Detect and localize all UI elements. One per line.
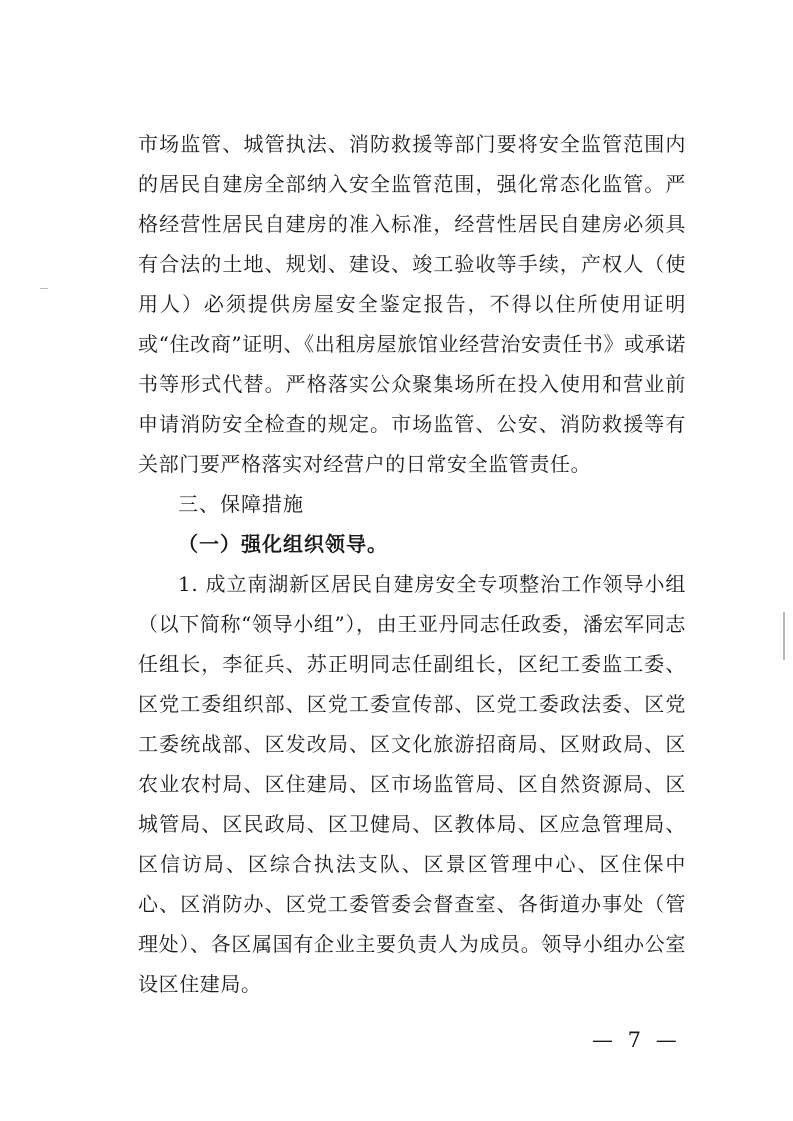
section-heading: 三、保障措施 <box>178 492 304 516</box>
document-body <box>138 124 686 1004</box>
scan-edge-mark <box>40 288 48 289</box>
paragraph-leading-group: 1. 成立南湖新区居民自建房安全专项整治工作领导小组（以下简称“领导小组”），由王亚丹同志任政委，潘宏军同志任组长，李征兵、苏正明同志任副组长，区纪工委监工委、区党工委组织部、区党工委宣传部、区党工委政法委、区党工委统战部、区发改局、区文化旅游招商局、区财政局、区农业农村局、区住建局、区市场监管局、区自然资源局、区城管局、区民政局、区卫健局、区教体局、区应急管理局、区信访局、区综合执法支队、区景区管理中心、区住保中心、区消防办、区党工委管委会督查室、各街道办事处（管理处）、各区属国有企业主要负责人为成员。领导小组办公室设区住建局。 <box>138 572 686 996</box>
paragraph-continuation: 市场监管、城管执法、消防救援等部门要将安全监管范围内的居民自建房全部纳入安全监管范围，强化常态化监管。严格经营性居民自建房的准入标准，经营性居民自建房必须具有合法的土地、规划、建设、竣工验收等手续，产权人（使用人）必须提供房屋安全鉴定报告，不得以住所使用证明或“住改商”证明、《出租房屋旅馆业经营治安责任书》或承诺书等形式代替。严格落实公众聚集场所在投入使用和营业前申请消防安全检查的规定。市场监管、公安、消防救援等有关部门要严格落实对经营户的日常安全监管责任。 <box>138 132 686 476</box>
subsection-heading: （一）强化组织领导。 <box>178 532 388 556</box>
page-number: — 7 — <box>592 1028 681 1052</box>
scan-edge-mark <box>783 612 785 660</box>
